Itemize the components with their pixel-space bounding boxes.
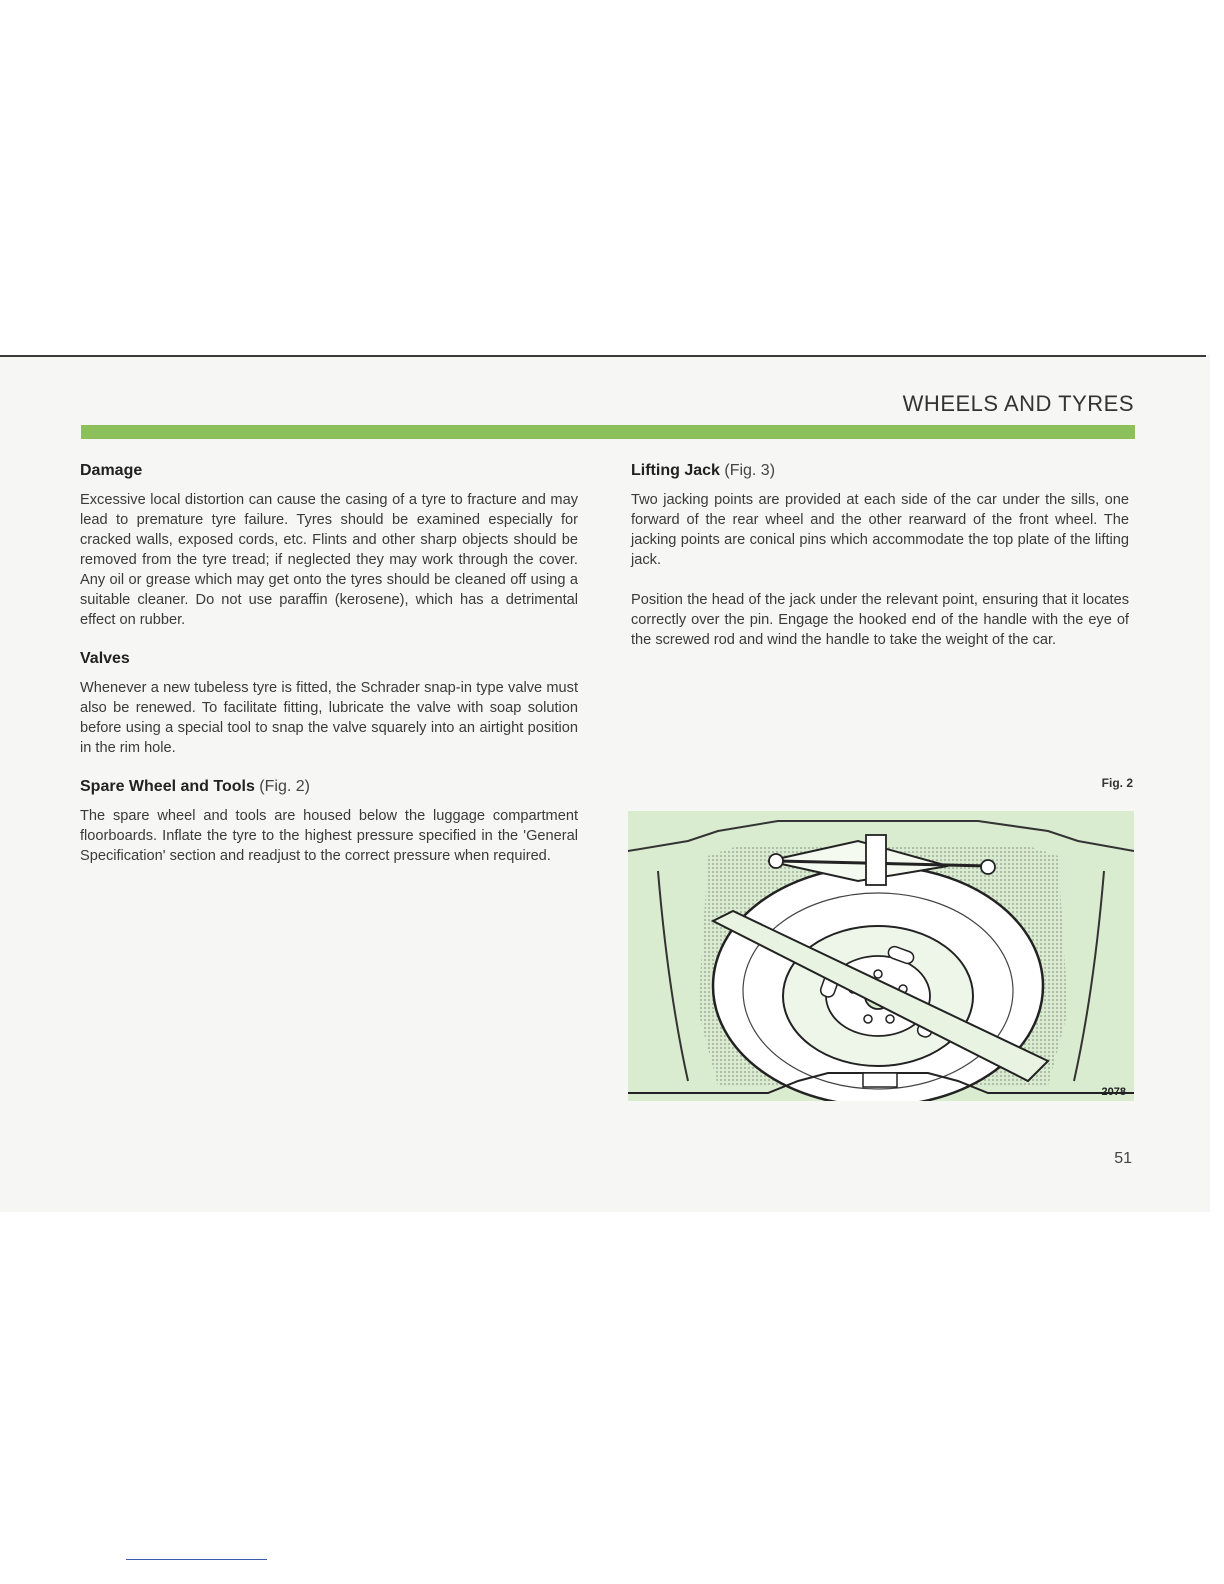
lifting-jack-heading: Lifting Jack (Fig. 3) bbox=[631, 462, 776, 479]
spare-wheel-illustration bbox=[628, 811, 1134, 1101]
damage-paragraph: Excessive local distortion can cause the casing of a tyre to fracture and may lead to premature tyre failure. Tyres should be examined especially for cracked walls, exposed cords, etc. Flints and other sharp objects should be removed from the tyre tread; if neglected they may work through the cover. Any oil or grease which may get onto the tyres should be cleaned off using a suitable cleaner. Do not use paraffin (kerosene), which has a detrimental effect on rubber. bbox=[80, 492, 578, 628]
lifting-jack-paragraph-1: Two jacking points are provided at each side of the car under the sills, one forward of the rear wheel and the other rearward of the front wheel. The jacking points are conical pins which accommodate the top plate of the lifting jack. bbox=[631, 492, 1129, 568]
lifting-jack-figure-ref: (Fig. 3) bbox=[724, 462, 776, 479]
page-top-rule bbox=[0, 355, 1206, 357]
spare-wheel-drawing bbox=[628, 811, 1134, 1101]
figure-label: Fig. 2 bbox=[1101, 776, 1133, 790]
left-column bbox=[80, 462, 578, 886]
page-number: 51 bbox=[1114, 1150, 1132, 1167]
damage-heading: Damage bbox=[80, 462, 143, 479]
spare-wheel-heading: Spare Wheel and Tools (Fig. 2) bbox=[80, 778, 310, 795]
valves-heading: Valves bbox=[80, 650, 130, 667]
section-accent-bar bbox=[81, 425, 1135, 439]
bottom-rule bbox=[126, 1559, 267, 1560]
lifting-jack-paragraph-2: Position the head of the jack under the relevant point, ensuring that it locates correctly over the pin. Engage the hooked end of the handle with the eye of the screwed rod and wind the handle to take the weight of the car. bbox=[631, 592, 1129, 648]
valves-paragraph: Whenever a new tubeless tyre is fitted, the Schrader snap-in type valve must also be renewed. To facilitate fitting, lubricate the valve with soap solution before using a special tool to snap the valve squarely into an airtight position in the rim hole. bbox=[80, 680, 578, 756]
spare-wheel-figure-ref: (Fig. 2) bbox=[259, 778, 310, 795]
right-column bbox=[631, 462, 1129, 670]
figure-code: 2078 bbox=[1101, 1086, 1126, 1098]
section-title: WHEELS AND TYRES bbox=[902, 391, 1134, 416]
spare-wheel-paragraph: The spare wheel and tools are housed below the luggage compartment floorboards. Inflate the tyre to the highest pressure specified in the 'General Specification' section and readjust to the correct pressure when required. bbox=[80, 808, 578, 864]
